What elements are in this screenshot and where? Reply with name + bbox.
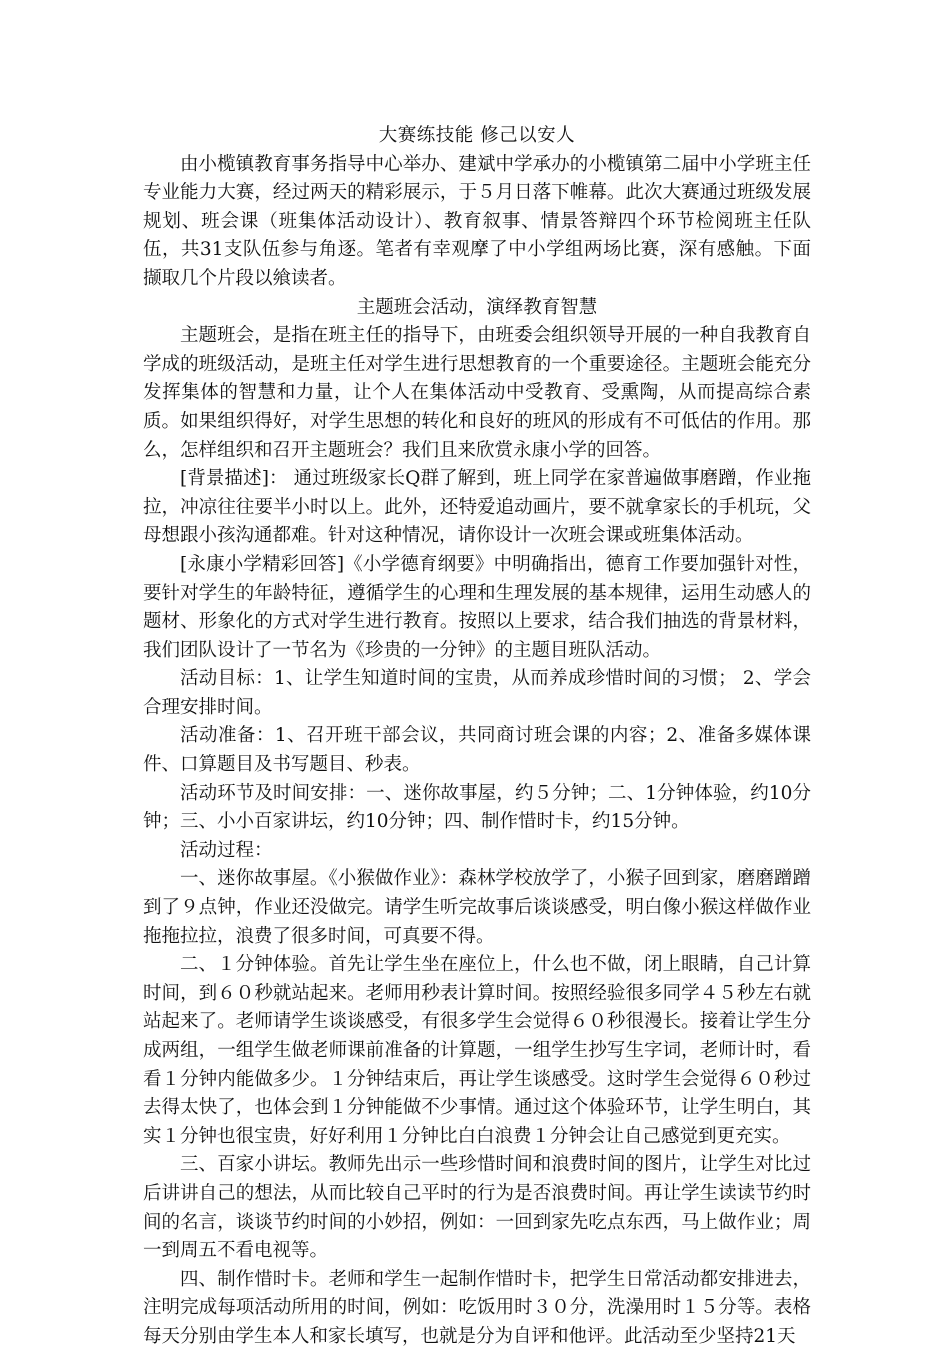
body-paragraph: 活动目标：1、让学生知道时间的宝贵，从而养成珍惜时间的习惯； 2、学会合理安排时间。 — [143, 668, 811, 718]
article-title: 大赛练技能 修己以安人 — [378, 125, 576, 146]
section-title: 主题班会活动，演绎教育智慧 — [356, 296, 598, 318]
body-paragraph: 活动过程： — [180, 839, 273, 861]
body-paragraph: 活动准备：1、召开班干部会议，共同商讨班会课的内容；2、准备多媒体课件、口算题目及书写题目、秒表。 — [143, 725, 811, 776]
body-paragraph: 一、迷你故事屋。《小猴做作业》：森林学校放学了，小猴子回到家，磨磨蹭蹭到了９点钟，作业还没做完。请学生听完故事后谈谈感受，明白像小猴这样做作业拖拖拉拉，浪费了很多时间，可真要不得。 — [143, 868, 811, 947]
body-paragraph: 二、１分钟体验。首先让学生坐在座位上，什么也不做，闭上眼睛，自己计算时间，到６０秒就站起来。老师用秒表计算时间。按照经验很多同学４５秒左右就站起来了。老师请学生谈谈感受，有很多学生会觉得６０秒很漫长。接着让学生分成两组，一组学生做老师课前准备的计算题，一组学生抄写生字词，老师计时，看看１分钟内能做多少。１分钟结束后，再让学生谈感受。这时学生会觉得６０秒过去得太快了，也体会到１分钟能做不少事情。通过这个体验环节，让学生明白，其实１分钟也很宝贵，好好利用１分钟比白白浪费１分钟会让自己感觉到更充实。 — [143, 954, 811, 1147]
body-paragraph: 主题班会，是指在班主任的指导下，由班委会组织领导开展的一种自我教育自学成的班级活动，是班主任对学生进行思想教育的一个重要途径。主题班会能充分发挥集体的智慧和力量，让个人在集体活动中受教育、受熏陶，从而提高综合素质。如果组织得好，对学生思想的转化和良好的班风的形成有不可低估的作用。那么，怎样组织和召开主题班会？我们且来欣赏永康小学的回答。 — [143, 325, 811, 461]
intro-paragraph: 由小榄镇教育事务指导中心举办、建斌中学承办的小榄镇第二届中小学班主任专业能力大赛，经过两天的精彩展示，于５月日落下帷幕。此次大赛通过班级发展规划、班会课（班集体活动设计）、教育叙事、情景答辩四个环节检阅班主任队伍，共31支队伍参与角逐。笔者有幸观摩了中小学组两场比赛，深有感触。下面撷取几个片段以飨读者。 — [143, 153, 811, 289]
body-paragraph: 三、百家小讲坛。教师先出示一些珍惜时间和浪费时间的图片，让学生对比过后讲讲自己的想法，从而比较自己平时的行为是否浪费时间。再让学生读读节约时间的名言，谈谈节约时间的小妙招，例如：一回到家先吃点东西，马上做作业；周一到周五不看电视等。 — [143, 1154, 811, 1262]
article-body — [143, 122, 811, 1352]
body-paragraph: 四、制作惜时卡。老师和学生一起制作惜时卡，把学生日常活动都安排进去，注明完成每项活动所用的时间，例如：吃饭用时３０分，洗澡用时１５分等。表格每天分别由学生本人和家长填写，也就是分为自评和他评。此活动至少坚持21天 — [143, 1268, 811, 1347]
body-paragraph: [永康小学精彩回答]《小学德育纲要》中明确指出，德育工作要加强针对性，要针对学生的年龄特征，遵循学生的心理和生理发展的基本规律，运用生动感人的题材、形象化的方式对学生进行教育。按照以上要求，结合我们抽选的背景材料，我们团队设计了一节名为《珍贵的一分钟》的主题目班队活动。 — [143, 553, 811, 661]
body-paragraph: 活动环节及时间安排：一、迷你故事屋，约５分钟；二、1分钟体验，约10分钟；三、小小百家讲坛，约10分钟；四、制作惜时卡，约15分钟。 — [143, 782, 811, 833]
body-paragraph: [背景描述]： 通过班级家长Q群了解到，班上同学在家普遍做事磨蹭，作业拖拉，冲凉往往要半小时以上。此外，还特爱追动画片，要不就拿家长的手机玩，父母想跟小孩沟通都难。针对这种情况，请你设计一次班会课或班集体活动。 — [143, 468, 811, 547]
